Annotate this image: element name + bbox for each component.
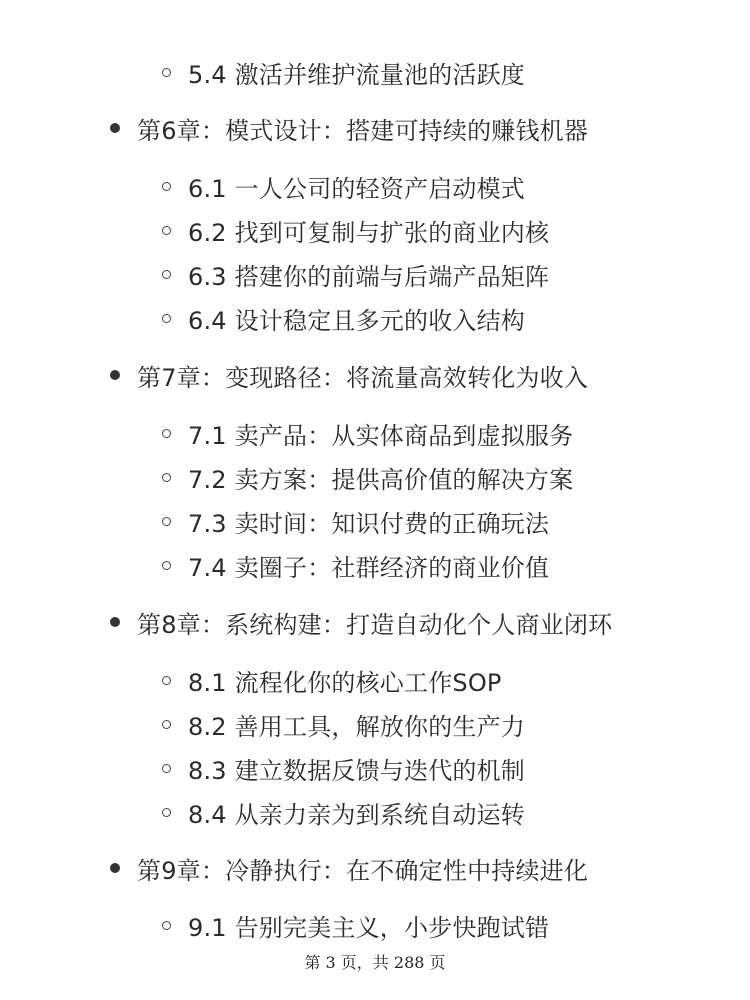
circle-bullet-icon <box>162 314 171 323</box>
circle-bullet-icon <box>162 676 171 685</box>
circle-bullet-icon <box>162 182 171 191</box>
section-title: 6.2 找到可复制与扩张的商业内核 <box>188 218 550 247</box>
circle-bullet-icon <box>162 808 171 817</box>
outline-item-section <box>162 298 525 338</box>
circle-bullet-icon <box>162 270 171 279</box>
outline-item-section <box>162 501 549 541</box>
circle-bullet-icon <box>162 226 171 235</box>
section-title: 9.1 告别完美主义，小步快跑试错 <box>188 913 550 942</box>
disc-bullet-icon <box>110 617 120 627</box>
circle-bullet-icon <box>162 68 171 77</box>
section-title: 7.4 卖圈子：社群经济的商业价值 <box>188 553 550 582</box>
chapter-title: 第6章：模式设计：搭建可持续的赚钱机器 <box>137 116 589 145</box>
disc-bullet-icon <box>110 123 120 133</box>
outline-item-section <box>162 210 549 250</box>
section-title: 7.1 卖产品：从实体商品到虚拟服务 <box>188 421 574 450</box>
outline-item-section <box>162 748 525 788</box>
disc-bullet-icon <box>110 370 120 380</box>
outline-item-section <box>162 905 549 945</box>
outline-item-section <box>162 457 573 497</box>
section-title: 6.4 设计稳定且多元的收入结构 <box>188 306 525 335</box>
outline-item-chapter <box>110 108 588 148</box>
section-title: 6.1 一人公司的轻资产启动模式 <box>188 174 525 203</box>
circle-bullet-icon <box>162 517 171 526</box>
outline-item-section <box>162 792 525 832</box>
outline-item-section <box>162 413 573 453</box>
section-title: 8.2 善用工具，解放你的生产力 <box>188 712 525 741</box>
outline-item-section <box>162 545 549 585</box>
chapter-title: 第8章：系统构建：打造自动化个人商业闭环 <box>137 610 613 639</box>
circle-bullet-icon <box>162 561 171 570</box>
section-title: 8.4 从亲力亲为到系统自动运转 <box>188 800 525 829</box>
section-title: 7.3 卖时间：知识付费的正确玩法 <box>188 509 550 538</box>
section-title: 8.1 流程化你的核心工作SOP <box>188 668 502 697</box>
outline-item-section <box>162 254 549 294</box>
outline-item-chapter <box>110 848 588 888</box>
outline-item-section <box>162 52 525 92</box>
circle-bullet-icon <box>162 473 171 482</box>
chapter-title: 第7章：变现路径：将流量高效转化为收入 <box>137 363 589 392</box>
section-title: 5.4 激活并维护流量池的活跃度 <box>188 60 525 89</box>
outline-item-section <box>162 166 525 206</box>
circle-bullet-icon <box>162 921 171 930</box>
outline-item-section <box>162 660 502 700</box>
disc-bullet-icon <box>110 863 120 873</box>
outline-item-section <box>162 704 525 744</box>
outline-item-chapter <box>110 602 612 642</box>
page-number-footer: 第 3 页，共 288 页 <box>304 953 446 972</box>
section-title: 8.3 建立数据反馈与迭代的机制 <box>188 756 525 785</box>
section-title: 6.3 搭建你的前端与后端产品矩阵 <box>188 262 550 291</box>
circle-bullet-icon <box>162 764 171 773</box>
circle-bullet-icon <box>162 720 171 729</box>
section-title: 7.2 卖方案：提供高价值的解决方案 <box>188 465 574 494</box>
chapter-title: 第9章：冷静执行：在不确定性中持续进化 <box>137 856 589 885</box>
circle-bullet-icon <box>162 429 171 438</box>
outline-item-chapter <box>110 355 588 395</box>
